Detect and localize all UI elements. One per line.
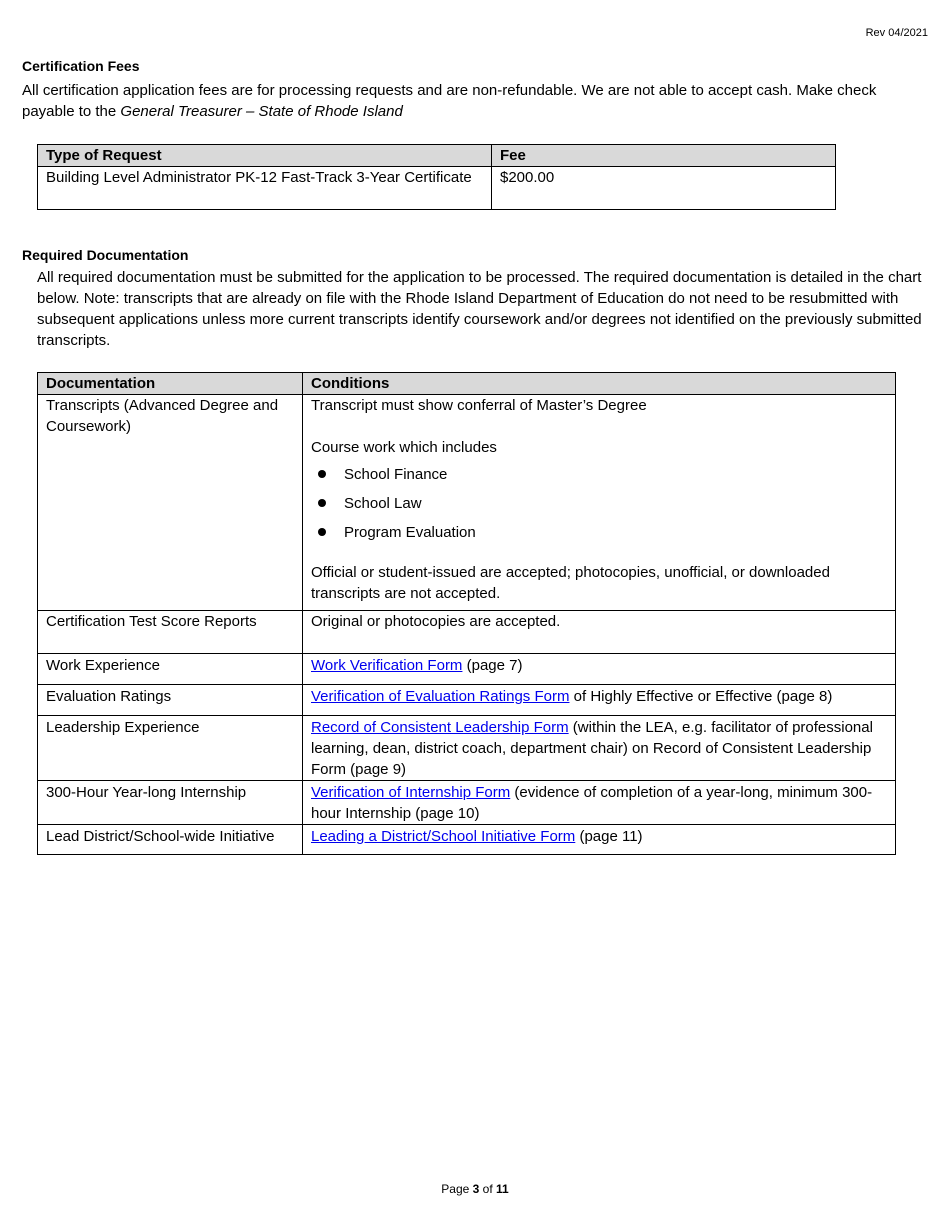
doc-initiative: Lead District/School-wide Initiative	[38, 825, 303, 855]
page-total: 11	[496, 1182, 509, 1196]
initiative-form-link[interactable]: Leading a District/School Initiative Form	[311, 828, 576, 845]
cond-transcripts	[303, 395, 896, 611]
coursework-item: School Finance	[344, 466, 448, 483]
table-row	[38, 781, 896, 825]
work-verification-note: (page 7)	[462, 657, 523, 674]
table-row	[38, 825, 896, 855]
coursework-item: Program Evaluation	[344, 524, 476, 541]
doc-internship: 300-Hour Year-long Internship	[38, 781, 303, 825]
certification-fees-heading: Certification Fees	[22, 58, 140, 74]
cond-work-experience	[303, 654, 896, 685]
col-documentation: Documentation	[38, 373, 303, 395]
internship-note: (evidence of completion of a year-long, minimum 300-hour Internship (page 10)	[311, 784, 873, 822]
coursework-item: School Law	[344, 495, 422, 512]
internship-form-link[interactable]: Verification of Internship Form	[311, 784, 511, 801]
table-row	[38, 395, 896, 611]
list-item	[311, 493, 887, 517]
doc-transcripts: Transcripts (Advanced Degree and Coursework)	[38, 395, 303, 611]
transcript-acceptance-text: Official or student-issued are accepted; photocopies, unofficial, or downloaded transcripts are not accepted.	[311, 564, 830, 602]
revision-date: Rev 04/2021	[865, 27, 928, 39]
doc-work-experience: Work Experience	[38, 654, 303, 685]
col-conditions: Conditions	[303, 373, 896, 395]
fees-intro	[22, 80, 928, 122]
col-fee: Fee	[492, 145, 836, 167]
work-verification-form-link[interactable]: Work Verification Form	[311, 657, 463, 674]
fee-cell: $200.00	[492, 167, 836, 210]
bullet-icon	[318, 499, 326, 507]
coursework-text: Course work which includes	[311, 439, 497, 456]
request-type-cell: Building Level Administrator PK-12 Fast-Track 3-Year Certificate	[38, 167, 492, 210]
page-of: of	[479, 1182, 497, 1196]
coursework-list	[311, 464, 887, 546]
list-item	[311, 522, 887, 546]
cond-internship	[303, 781, 896, 825]
required-intro: All required documentation must be submitted for the application to be processed. The required documentation is detailed in the chart below. Note: transcripts that are already on file with the Rhode Island Department of Education do not need to be resubmitted with subsequent applications unless more current transcripts identify coursework and/or degrees not identified on the previously submitted transcripts.	[37, 269, 922, 349]
doc-leadership-experience: Leadership Experience	[38, 716, 303, 781]
table-row	[38, 167, 836, 210]
initiative-note: (page 11)	[575, 828, 643, 845]
bullet-icon	[318, 470, 326, 478]
payee-name: General Treasurer – State of Rhode Island	[120, 103, 403, 120]
fees-intro-text: All certification application fees are for processing requests and are non-refundable. We are not able to accept cash. Make check payable to the	[22, 82, 877, 120]
table-row	[38, 685, 896, 716]
fees-table	[37, 144, 836, 210]
evaluation-ratings-form-link[interactable]: Verification of Evaluation Ratings Form	[311, 688, 570, 705]
cond-initiative	[303, 825, 896, 855]
leadership-form-link[interactable]: Record of Consistent Leadership Form	[311, 719, 569, 736]
page-prefix: Page	[441, 1182, 473, 1196]
table-row	[38, 654, 896, 685]
page-current: 3	[472, 1182, 480, 1196]
doc-test-scores: Certification Test Score Reports	[38, 611, 303, 654]
doc-evaluation-ratings: Evaluation Ratings	[38, 685, 303, 716]
page-number	[0, 1182, 950, 1196]
required-documentation-heading: Required Documentation	[22, 247, 189, 263]
documentation-table	[37, 372, 896, 855]
table-row	[38, 716, 896, 781]
documentation-table-header	[38, 373, 896, 395]
evaluation-ratings-note: of Highly Effective or Effective (page 8)	[569, 688, 833, 705]
cond-test-scores: Original or photocopies are accepted.	[303, 611, 896, 654]
transcript-degree-text: Transcript must show conferral of Master’s Degree	[311, 397, 647, 414]
cond-leadership-experience	[303, 716, 896, 781]
col-type-of-request: Type of Request	[38, 145, 492, 167]
cond-evaluation-ratings	[303, 685, 896, 716]
bullet-icon	[318, 528, 326, 536]
leadership-note: (within the LEA, e.g. facilitator of professional learning, dean, district coach, department chair) on Record of Consistent Leadership Form (page 9)	[311, 719, 873, 778]
list-item	[311, 464, 887, 488]
table-row	[38, 611, 896, 654]
fees-table-header	[38, 145, 836, 167]
